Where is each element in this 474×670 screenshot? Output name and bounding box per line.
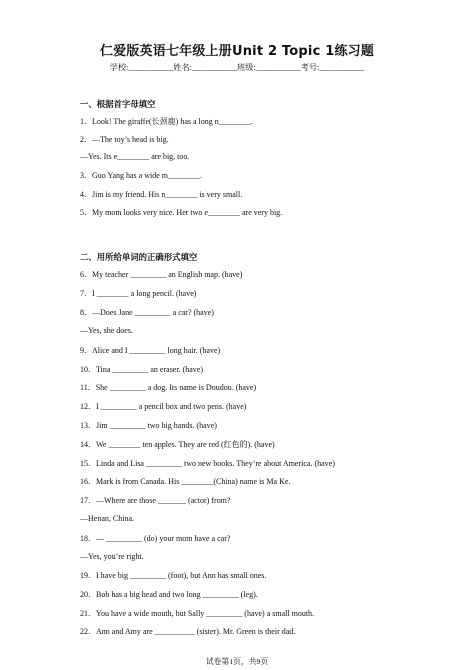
question-line: 21．You have a wide mouth, but Sally _________ (have) a small mouth. bbox=[80, 609, 315, 618]
student-info-line: 学校:___________姓名:___________班级:___________考号:___________ bbox=[109, 63, 365, 72]
question-line: 10．Tina _________ an eraser. (have) bbox=[80, 365, 204, 374]
question-line: 16．Mark is from Canada. His ________(China) name is Ma Ke. bbox=[80, 477, 291, 486]
question-line: 1．Look! The giraffe(长颈鹿) has a long n________. bbox=[80, 117, 253, 126]
answer-line: —Yes, she does. bbox=[80, 326, 133, 335]
question-line: 12．I _________ a pencil box and two pens. (have) bbox=[80, 402, 247, 411]
question-line: 20．Bob has a big head and two long _________ (leg). bbox=[80, 590, 258, 599]
question-line: 8．—Does Jane _________ a car? (have) bbox=[80, 308, 214, 317]
question-line: 3．Guo Yang has a wide m________. bbox=[80, 171, 202, 180]
section-heading-word-forms: 二、用所给单词的正确形式填空 bbox=[80, 252, 198, 262]
question-line: 9．Alice and I _________ long hair. (have) bbox=[80, 346, 221, 355]
answer-line: —Yes, you’re right. bbox=[80, 552, 144, 561]
question-line: 6．My teacher _________ an English map. (have) bbox=[80, 270, 243, 279]
question-line: 2．—The toy’s head is big. bbox=[80, 135, 169, 144]
question-line: 17．—Where are those _______ (actor) from? bbox=[80, 496, 231, 505]
page-title: 仁爱版英语七年级上册Unit 2 Topic 1练习题 bbox=[99, 44, 375, 59]
question-line: 22．Ann and Amy are __________ (sister). Mr. Green is their dad. bbox=[80, 627, 296, 636]
answer-line: —Henan, China. bbox=[80, 514, 134, 523]
question-line: 13．Jim _________ two big hands. (have) bbox=[80, 421, 217, 430]
question-line: 5．My mom looks very nice. Her two e________ are very big. bbox=[80, 208, 283, 217]
question-line: 14．We ________ ten apples. They are red (红色的). (have) bbox=[80, 440, 275, 449]
answer-line: —Yes. Its e________ are big, too. bbox=[80, 152, 190, 161]
section-heading-initial-letters: 一、根据首字母填空 bbox=[80, 99, 156, 109]
question-line: 11．She _________ a dog. Its name is Doudou. (have) bbox=[80, 383, 257, 392]
question-line: 15．Linda and Lisa _________ two new books. They’re about America. (have) bbox=[80, 459, 335, 468]
question-line: 4．Jim is my friend. His n________ is very small. bbox=[80, 190, 243, 199]
page-footer: 试卷第1页，共9页 bbox=[205, 657, 269, 666]
question-line: 19．I have big _________ (foot), but Ann has small ones. bbox=[80, 571, 267, 580]
question-line: 7．I ________ a long pencil. (have) bbox=[80, 289, 197, 298]
question-line: 18．— _________ (do) your mom have a car? bbox=[80, 534, 231, 543]
